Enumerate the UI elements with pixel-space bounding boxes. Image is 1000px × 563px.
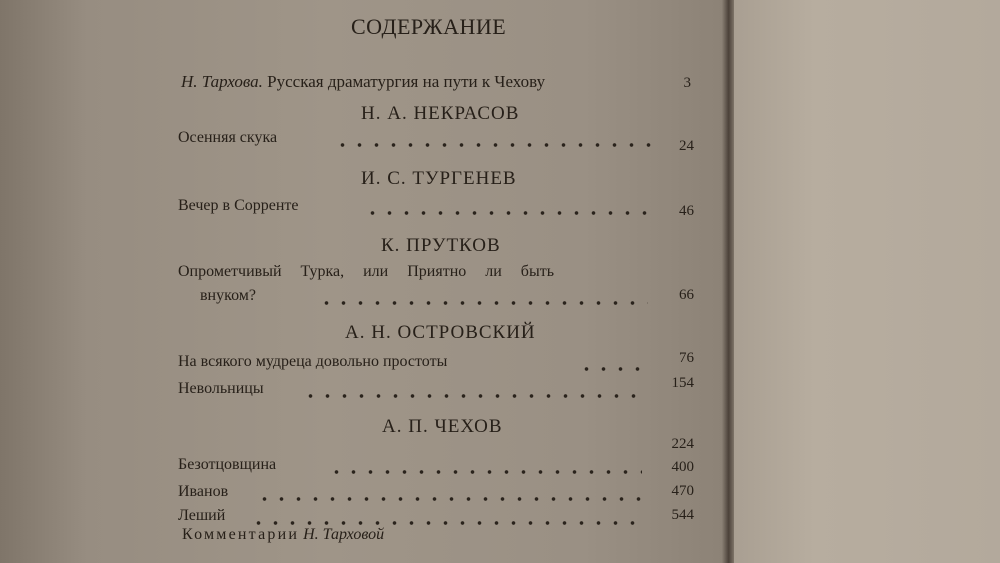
entry-page: 66 [679, 287, 694, 303]
entry-title-line1: Опрометчивый Турка, или Приятно ли быть [178, 263, 554, 280]
intro-entry [181, 72, 691, 92]
section-author-nekrasov: Н. А. НЕКРАСОВ [361, 103, 520, 124]
section-author-chekhov: А. П. ЧЕХОВ [382, 416, 503, 437]
entry-page: 76 [679, 350, 694, 366]
entry-title: Вечер в Сорренте [178, 197, 299, 214]
entry-title: Иванов [178, 483, 229, 500]
entry-title: Безотцовщина [178, 456, 277, 473]
entry-page: 46 [679, 203, 694, 219]
entry-title: Осенняя скука [178, 129, 278, 146]
leader-dots [256, 496, 644, 502]
comments-entry [182, 526, 698, 544]
leader-dots [318, 300, 648, 306]
entry-page: 400 [671, 459, 694, 475]
entry-page: 544 [671, 507, 694, 523]
toc-entry [178, 263, 694, 281]
leader-dots [328, 469, 642, 475]
toc-entry [178, 350, 694, 371]
intro-title: Русская драматургия на пути к Чехову [267, 72, 546, 91]
leader-dots [364, 210, 654, 216]
section-author-turgenev: И. С. ТУРГЕНЕВ [361, 168, 517, 189]
toc-entry [178, 507, 694, 525]
toc-entry [178, 483, 694, 501]
intro-page: 3 [683, 75, 691, 91]
toc-title: СОДЕРЖАНИЕ [351, 14, 507, 39]
entry-title-line2: внуком? [200, 287, 256, 304]
section-author-ostrovsky: А. Н. ОСТРОВСКИЙ [345, 322, 536, 343]
leader-dots [578, 366, 646, 372]
toc-entry [178, 375, 694, 398]
entry-page: 224 [671, 436, 694, 452]
intro-author: Н. Тархова. [181, 72, 263, 91]
right-page [734, 0, 1000, 563]
entry-page: 470 [671, 483, 694, 499]
comments-label: Комментарии [182, 526, 300, 543]
toc-entry [178, 197, 694, 219]
entry-page: 154 [671, 375, 694, 391]
leader-dots [334, 142, 652, 148]
toc-entry [178, 456, 694, 474]
toc-entry [178, 129, 694, 154]
comments-author: Н. Тарховой [303, 526, 385, 543]
toc-entry-continued [200, 287, 694, 305]
entry-page: 24 [679, 138, 694, 154]
entry-title: Леший [178, 507, 226, 524]
book-gutter [722, 0, 734, 563]
entry-title: На всякого мудреца довольно простоты [178, 353, 448, 370]
entry-title: Невольницы [178, 380, 264, 397]
leader-dots [302, 393, 648, 399]
section-author-prutkov: К. ПРУТКОВ [381, 235, 501, 256]
